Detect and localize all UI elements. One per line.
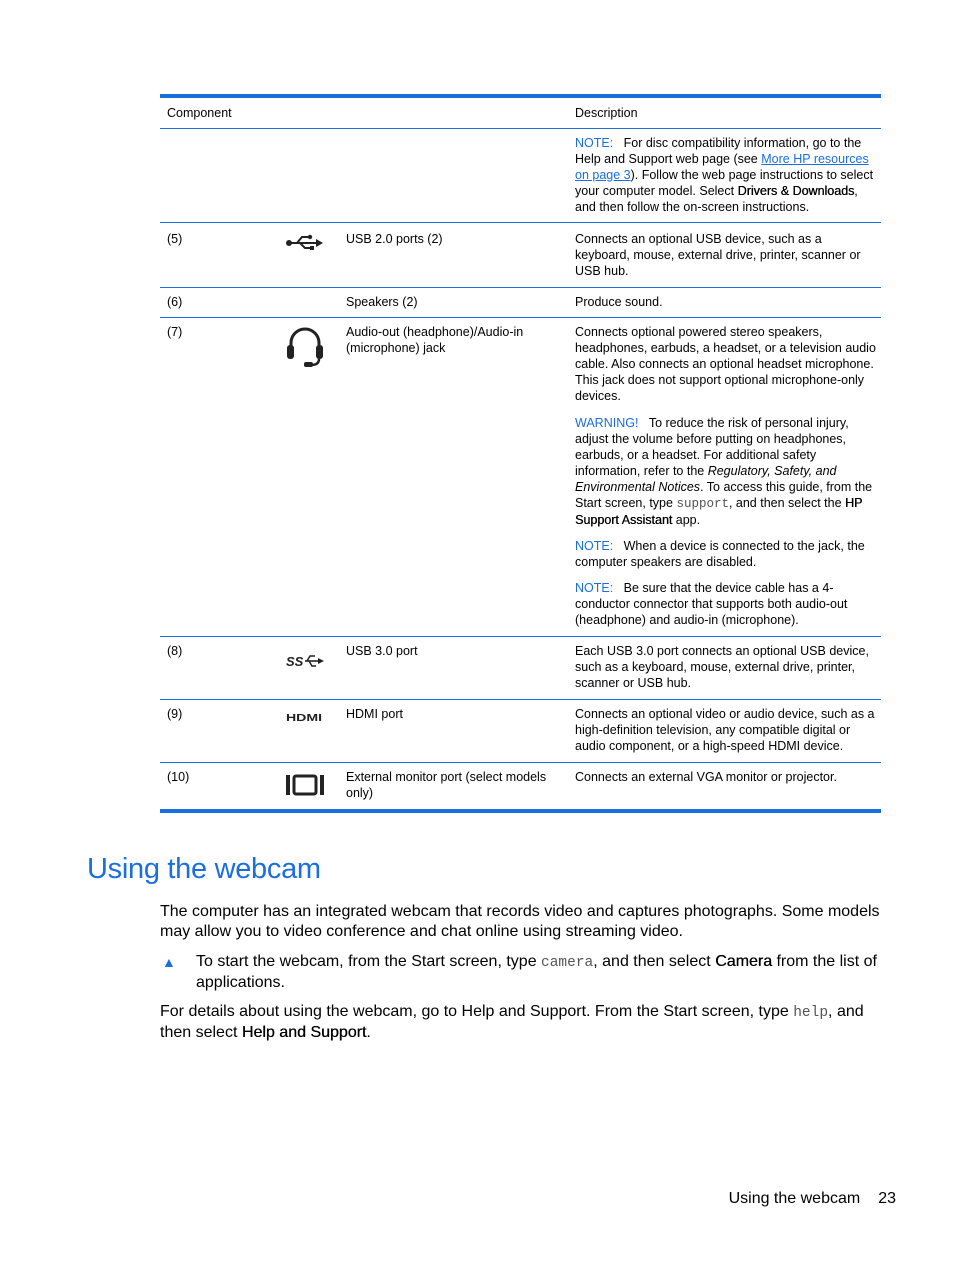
table-row xyxy=(160,223,881,288)
note-label: NOTE: xyxy=(575,581,614,595)
table-row xyxy=(160,129,881,223)
component-number: (8) xyxy=(167,644,183,658)
section-title: Using the webcam xyxy=(87,853,321,885)
warning-text: app. xyxy=(672,513,701,527)
page-number: 23 xyxy=(878,1190,896,1207)
warning-label: WARNING! xyxy=(575,416,639,430)
note-text: For disc compatibility information, go to the Help and Support web page (see xyxy=(575,136,862,166)
warning-text: To reduce the risk of personal injury, adjust the volume before putting on headphones, earbuds, or a headset. For additional safety information, refer to the xyxy=(575,416,849,478)
footer-title: Using the webcam xyxy=(728,1190,861,1207)
help-command: help xyxy=(793,1005,829,1021)
svg-text:SS: SS xyxy=(286,654,304,669)
note-paragraph xyxy=(575,580,876,628)
camera-app-label: Camera xyxy=(715,953,773,970)
table-row xyxy=(160,637,881,700)
component-description: Produce sound. xyxy=(575,295,663,309)
component-description: Connects an optional video or audio device, such as a high-definition television, any compatible digital or audio component, or a high-speed HDMI device. xyxy=(575,707,875,753)
description-cell xyxy=(575,129,881,222)
component-description: Connects an optional USB device, such as a keyboard, mouse, external drive, printer, scanner or USB hub. xyxy=(575,232,861,278)
hdmi-icon xyxy=(285,710,325,726)
bullet-text-part: , and then select xyxy=(593,953,716,970)
svg-text:HDMI: HDMI xyxy=(286,713,323,724)
component-description: Connects optional powered stereo speakers, headphones, earbuds, a headset, or a television audio cable. Also connects an optional headset microphone. This jack does not support optional microphone-only devices. xyxy=(575,325,876,403)
table-row xyxy=(160,763,881,809)
header-component: Component xyxy=(167,106,232,120)
component-name: Speakers (2) xyxy=(346,295,418,309)
component-name: External monitor port (select models only) xyxy=(346,770,547,800)
description-cell xyxy=(575,318,881,636)
note-text: ). Follow the web page instructions to select your computer model. Select xyxy=(575,168,874,198)
note-text: When a device is connected to the jack, the computer speakers are disabled. xyxy=(575,539,865,569)
component-name: USB 2.0 ports (2) xyxy=(346,232,443,246)
note-paragraph xyxy=(575,538,876,570)
table-header xyxy=(160,98,881,129)
table-row xyxy=(160,700,881,763)
help-and-support-label: Help and Support xyxy=(241,1024,367,1041)
component-number: (6) xyxy=(167,295,183,309)
details-paragraph xyxy=(160,1002,885,1043)
warning-text: , and then select the xyxy=(728,496,846,510)
triangle-bullet-icon: ▲ xyxy=(162,954,176,970)
component-number: (7) xyxy=(167,325,183,339)
component-number: (5) xyxy=(167,232,183,246)
component-name: Audio-out (headphone)/Audio-in (microphone) jack xyxy=(346,325,524,355)
table-row xyxy=(160,318,881,637)
usb-icon xyxy=(285,233,325,253)
component-name: HDMI port xyxy=(346,707,403,721)
component-description: Each USB 3.0 port connects an optional USB device, such as a keyboard, mouse, external drive, printer, scanner or USB hub. xyxy=(575,644,869,690)
note-label: NOTE: xyxy=(575,136,614,150)
components-table xyxy=(160,94,881,813)
note-paragraph xyxy=(575,135,876,215)
component-number: (9) xyxy=(167,707,183,721)
headset-icon xyxy=(285,326,325,370)
component-description: Connects an external VGA monitor or projector. xyxy=(575,770,837,784)
note-text: , and then follow the on-screen instructions. xyxy=(575,184,858,214)
component-number: (10) xyxy=(167,770,190,784)
drivers-downloads-label: Drivers & Downloads xyxy=(737,184,855,198)
warning-text: . To access this guide, from the Start screen, type xyxy=(575,480,873,510)
bullet-text xyxy=(196,952,885,993)
bullet-text-part: from the list of applications. xyxy=(196,953,877,991)
list-item xyxy=(160,952,885,993)
support-command: support xyxy=(676,497,729,511)
note-label: NOTE: xyxy=(575,539,614,553)
intro-paragraph: The computer has an integrated webcam that records video and captures photographs. Some models may allow you to video conference and chat online using streaming video. xyxy=(160,903,880,940)
details-text: . xyxy=(366,1024,371,1041)
bullet-text-part: To start the webcam, from the Start screen, type xyxy=(196,953,542,970)
hp-support-assistant-label: HP Support Assistant xyxy=(575,496,863,527)
warning-paragraph xyxy=(575,415,876,528)
note-text: Be sure that the device cable has a 4-conductor connector that supports both audio-out (headphone) and audio-in (microphone). xyxy=(575,581,848,627)
page-footer xyxy=(729,1190,896,1208)
more-hp-resources-link[interactable]: More HP resources on page 3 xyxy=(575,152,869,182)
component-name: USB 3.0 port xyxy=(346,644,418,658)
camera-command: camera xyxy=(541,955,594,971)
usb3-ss-icon xyxy=(285,649,325,673)
details-text: For details about using the webcam, go to Help and Support. From the Start screen, type xyxy=(160,1003,794,1020)
header-description: Description xyxy=(575,106,638,120)
table-row xyxy=(160,288,881,318)
vga-monitor-icon xyxy=(285,773,325,799)
regulatory-notices-title: Regulatory, Safety, and Environmental Notices xyxy=(575,464,837,494)
details-text: , and then select xyxy=(160,1003,864,1041)
